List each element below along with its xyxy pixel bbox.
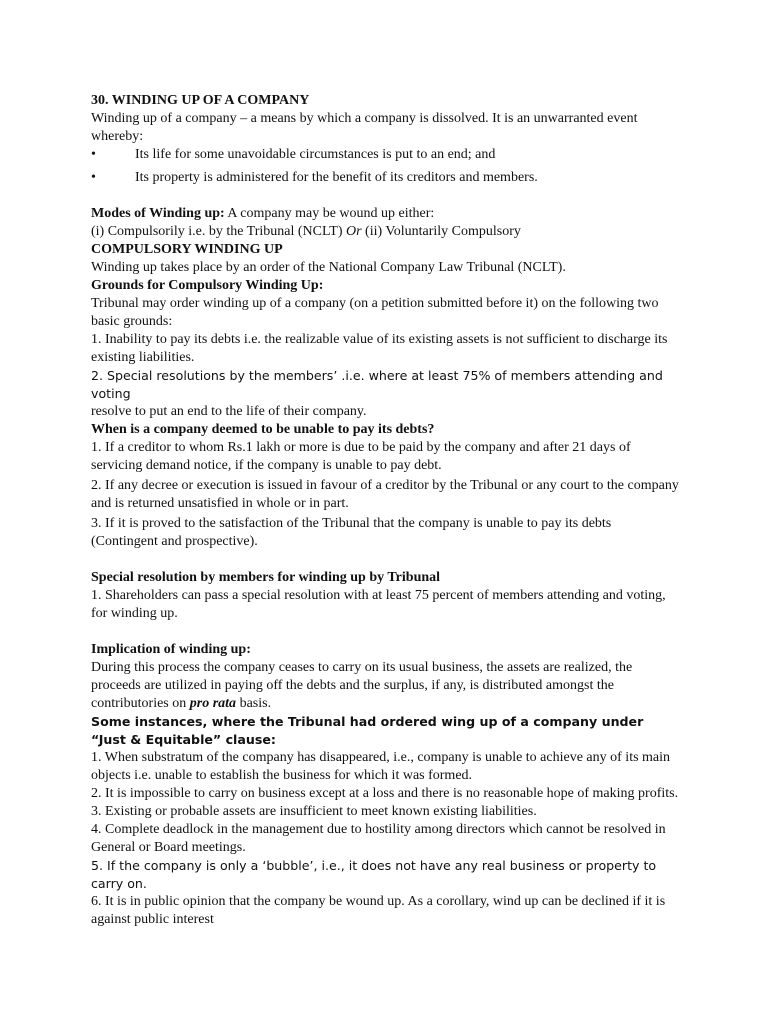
modes-label: Modes of Winding up:	[91, 206, 225, 221]
instances-item-5: 5. If the company is only a ‘bubble’, i.e., it does not have any real business or property to carry on.	[91, 858, 657, 891]
implication-text	[91, 659, 681, 713]
grounds-heading: Grounds for Compulsory Winding Up:	[91, 278, 324, 293]
modes-option-a: (i) Compulsorily i.e. by the Tribunal (NCLT)	[91, 224, 346, 239]
unable-item-1: 1. If a creditor to whom Rs.1 lakh or more is due to be paid by the company and after 21 days of servicing demand notice, if the company is unable to pay debt.	[91, 440, 631, 473]
implication-emphasis: pro rata	[189, 696, 237, 711]
instances-item-3: 3. Existing or probable assets are insufficient to meet known existing liabilities.	[91, 804, 537, 819]
bullet-text: Its life for some unavoidable circumstances is put to an end; and	[135, 147, 496, 162]
instances-item-4: 4. Complete deadlock in the management due to hostility among directors which cannot be resolved in General or Board meetings.	[91, 822, 666, 855]
grounds-item-2-cont: resolve to put an end to the life of their company.	[91, 404, 367, 419]
document-page	[91, 92, 681, 929]
bullet-marker: •	[91, 170, 96, 185]
bullet-marker: •	[91, 147, 96, 162]
compulsory-text: Winding up takes place by an order of the National Company Law Tribunal (NCLT).	[91, 260, 566, 275]
special-heading: Special resolution by members for winding up by Tribunal	[91, 570, 441, 585]
modes-option-b: (ii) Voluntarily Compulsory	[361, 224, 521, 239]
unable-item-2: 2. If any decree or execution is issued in favour of a creditor by the Tribunal or any court to the company and is returned unsatisfied in whole or in part.	[91, 478, 679, 511]
grounds-item-2: 2. Special resolutions by the members’ .i.e. where at least 75% of members attending and voting	[91, 368, 663, 401]
implication-text-b: basis.	[236, 696, 272, 711]
implication-text-a: During this process the company ceases to carry on its usual business, the assets are realized, the proceeds are utilized in paying off the debts and the surplus, if any, is distributed amongst the contributories on	[91, 660, 633, 711]
unable-item-3: 3. If it is proved to the satisfaction of the Tribunal that the company is unable to pay its debts (Contingent and prospective).	[91, 516, 612, 549]
grounds-item-1: 1. Inability to pay its debts i.e. the realizable value of its existing assets is not sufficient to discharge its existing liabilities.	[91, 332, 668, 365]
instances-item-2: 2. It is impossible to carry on business except at a loss and there is no reasonable hope of making profits.	[91, 786, 679, 801]
modes-text: A company may be wound up either:	[224, 206, 435, 221]
implication-heading: Implication of winding up:	[91, 642, 251, 657]
modes-paragraph	[91, 205, 681, 223]
special-text: 1. Shareholders can pass a special resolution with at least 75 percent of members attending and voting, for winding up.	[91, 588, 666, 621]
unable-heading: When is a company deemed to be unable to pay its debts?	[91, 422, 435, 437]
bullet-item	[91, 169, 681, 187]
instances-item-1: 1. When substratum of the company has disappeared, i.e., company is unable to achieve any of its main objects i.e. unable to establish the business for which it was formed.	[91, 750, 671, 783]
grounds-text: Tribunal may order winding up of a company (on a petition submitted before it) on the following two basic grounds:	[91, 296, 659, 329]
compulsory-heading: COMPULSORY WINDING UP	[91, 242, 283, 257]
bullet-text: Its property is administered for the benefit of its creditors and members.	[135, 170, 538, 185]
intro-paragraph: Winding up of a company – a means by which a company is dissolved. It is an unwarranted event whereby:	[91, 111, 638, 144]
bullet-item	[91, 146, 681, 164]
instances-heading: Some instances, where the Tribunal had ordered wing up of a company under “Just & Equitable” clause:	[91, 714, 644, 747]
modes-or: Or	[345, 224, 362, 239]
page-title: 30. WINDING UP OF A COMPANY	[91, 93, 310, 108]
instances-item-6: 6. It is in public opinion that the company be wound up. As a corollary, wind up can be declined if it is against public interest	[91, 894, 666, 927]
modes-options	[91, 223, 681, 241]
